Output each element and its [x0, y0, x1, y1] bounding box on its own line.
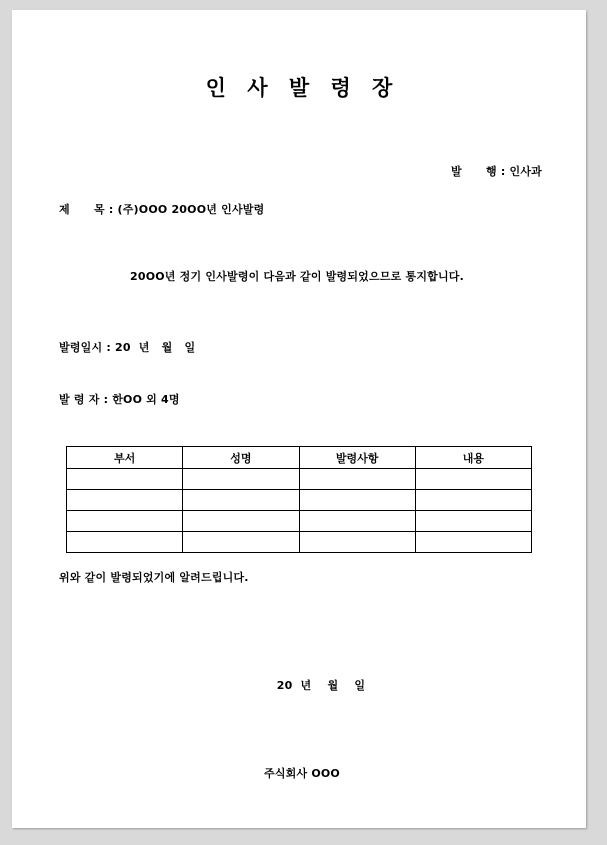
table-header-cell: 내용	[415, 447, 531, 469]
table-header-cell: 발령사항	[299, 447, 415, 469]
table-cell[interactable]	[299, 490, 415, 511]
notice-body-text: 20ОО년 정기 인사발령이 다음과 같이 발령되었으므로 통지합니다.	[130, 270, 465, 283]
page-title: 인 사 발 령 장	[205, 76, 400, 100]
table-row	[67, 532, 532, 553]
table-cell[interactable]	[299, 511, 415, 532]
table-row	[67, 490, 532, 511]
signature-date-line: 20 년 월 일	[276, 679, 366, 692]
table-cell[interactable]	[67, 511, 183, 532]
table-cell[interactable]	[183, 511, 299, 532]
table-row	[67, 469, 532, 490]
table-cell[interactable]	[67, 469, 183, 490]
issuer-line: 발 행 : 인사과	[451, 165, 542, 178]
appointee-line: 발 령 자 : 한ОО 외 4명	[59, 393, 180, 406]
table-cell[interactable]	[415, 490, 531, 511]
table-cell[interactable]	[415, 469, 531, 490]
table-header-row	[67, 447, 532, 469]
company-signature-line: 주식회사 ООО	[264, 767, 340, 780]
table-cell[interactable]	[415, 532, 531, 553]
table-cell[interactable]	[299, 469, 415, 490]
table-header-cell: 부서	[67, 447, 183, 469]
table-row	[67, 511, 532, 532]
document-page	[12, 10, 586, 828]
table-cell[interactable]	[67, 532, 183, 553]
table-cell[interactable]	[299, 532, 415, 553]
appointment-table	[66, 446, 532, 553]
closing-line: 위와 같이 발령되었기에 알려드립니다.	[59, 571, 249, 584]
table-cell[interactable]	[183, 490, 299, 511]
table-cell[interactable]	[183, 532, 299, 553]
table-cell[interactable]	[183, 469, 299, 490]
table-cell[interactable]	[415, 511, 531, 532]
table-cell[interactable]	[67, 490, 183, 511]
appointment-date-line: 발령일시 : 20 년 월 일	[59, 341, 196, 354]
table-header-cell: 성명	[183, 447, 299, 469]
subject-line: 제 목 : (주)ООО 20ОО년 인사발령	[59, 203, 265, 216]
